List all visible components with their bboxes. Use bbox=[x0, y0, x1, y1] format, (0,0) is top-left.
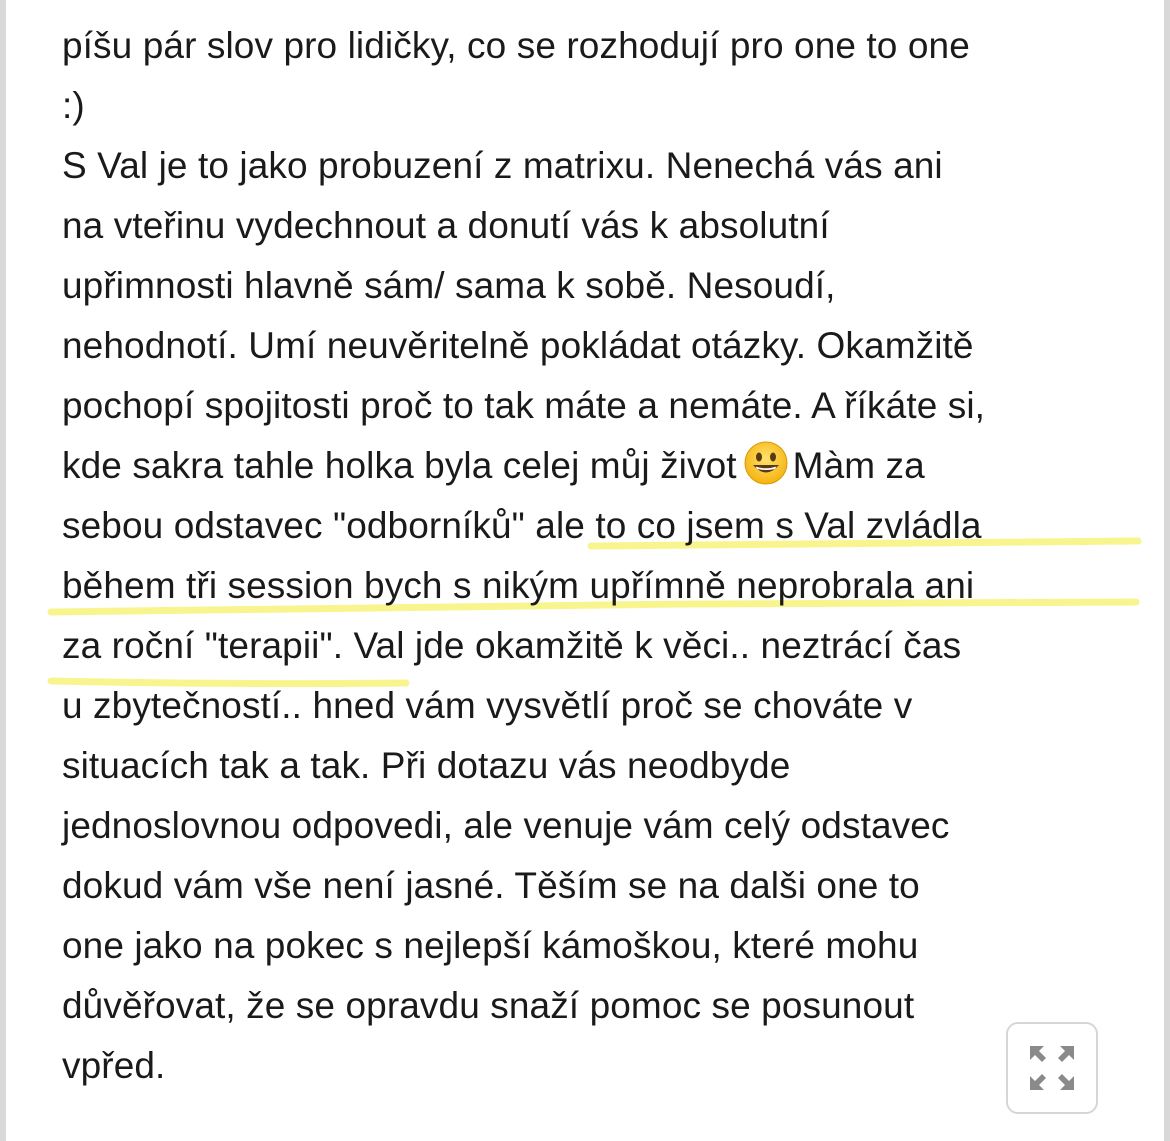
review-line: one jako na pokec s nejlepší kámoškou, které mohu bbox=[62, 925, 919, 966]
review-text bbox=[62, 16, 1122, 1096]
review-line: upřimnosti hlavně sám/ sama k sobě. Nesoudí, bbox=[62, 265, 836, 306]
expand-arrows-icon bbox=[1024, 1040, 1080, 1096]
review-line-part: Màm za bbox=[792, 445, 925, 486]
review-line: pochopí spojitosti proč to tak máte a nemáte. A říkáte si, bbox=[62, 385, 986, 426]
review-line: dokud vám vše není jasné. Těším se na dalši one to bbox=[62, 865, 920, 906]
review-line: během tři session bych s nikým upřímně neprobrala ani bbox=[62, 565, 975, 606]
review-line: nehodnotí. Umí neuvěritelně pokládat otázky. Okamžitě bbox=[62, 325, 974, 366]
review-line-with-emoji bbox=[62, 436, 1122, 496]
review-line: jednoslovnou odpovedi, ale venuje vám celý odstavec bbox=[62, 805, 950, 846]
review-line: za roční "terapii". Val jde okamžitě k věci.. neztrácí čas bbox=[62, 625, 962, 666]
review-line: S Val je to jako probuzení z matrixu. Nenechá vás ani bbox=[62, 145, 943, 186]
review-line: důvěřovat, že se opravdu snaží pomoc se posunout bbox=[62, 985, 915, 1026]
review-line: vpřed. bbox=[62, 1045, 166, 1086]
review-line: situacích tak a tak. Při dotazu vás neodbyde bbox=[62, 745, 791, 786]
review-line: :) bbox=[62, 85, 85, 126]
review-line: píšu pár slov pro lidičky, co se rozhodují pro one to one bbox=[62, 25, 970, 66]
review-line: na vteřinu vydechnout a donutí vás k absolutní bbox=[62, 205, 830, 246]
review-line-part: kde sakra tahle holka byla celej můj život bbox=[62, 445, 737, 486]
review-line: sebou odstavec "odborníků" ale to co jsem s Val zvládla bbox=[62, 505, 982, 546]
review-line: u zbytečností.. hned vám vysvětlí proč se chováte v bbox=[62, 685, 913, 726]
grinning-face-emoji-icon bbox=[743, 440, 789, 486]
expand-fullscreen-button[interactable] bbox=[1006, 1022, 1098, 1114]
